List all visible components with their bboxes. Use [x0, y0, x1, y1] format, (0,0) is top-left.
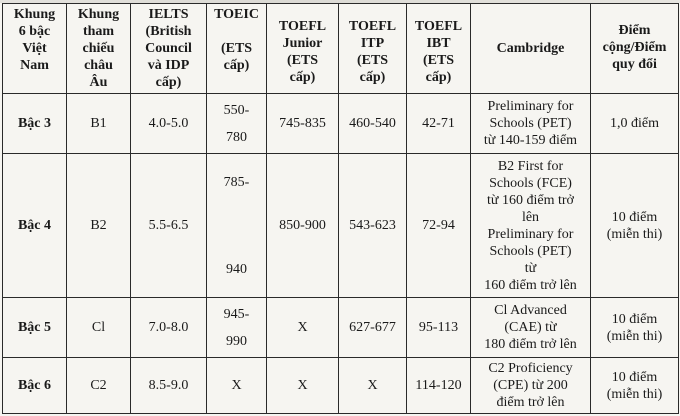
toefl-ibt-cell: 42-71	[407, 94, 471, 154]
cambridge-cell: C2 Proficiency (CPE) từ 200 điểm trở lên	[471, 358, 591, 414]
ielts-cell: 7.0-8.0	[131, 298, 207, 358]
table-row	[3, 94, 679, 154]
header-cambridge: Cambridge	[471, 4, 591, 94]
cambridge-cell: Cl Advanced (CAE) từ 180 điểm trở lên	[471, 298, 591, 358]
toeic-range-end: 940	[226, 261, 247, 277]
points-cell: 10 điểm (miễn thi)	[591, 154, 679, 298]
points-cell: 1,0 điểm	[591, 94, 679, 154]
toefl-junior-cell: X	[267, 298, 339, 358]
toeic-cell: X	[207, 358, 267, 414]
cefr-cell: B1	[67, 94, 131, 154]
language-certificate-conversion-table	[2, 3, 679, 414]
table-row	[3, 154, 679, 298]
cefr-cell: C2	[67, 358, 131, 414]
toefl-ibt-cell: 72-94	[407, 154, 471, 298]
ielts-cell: 8.5-9.0	[131, 358, 207, 414]
header-level-vn: Khung 6 bậc Việt Nam	[3, 4, 67, 94]
toefl-itp-cell: 460-540	[339, 94, 407, 154]
toefl-ibt-cell: 95-113	[407, 298, 471, 358]
toeic-range-start: 785-	[223, 174, 250, 190]
cefr-cell: B2	[67, 154, 131, 298]
points-cell: 10 điểm (miễn thi)	[591, 358, 679, 414]
level-vn-cell: Bậc 3	[3, 94, 67, 154]
ielts-cell: 5.5-6.5	[131, 154, 207, 298]
toeic-range-start: 550-	[223, 102, 250, 118]
header-toefl-ibt: TOEFL IBT (ETS cấp)	[407, 4, 471, 94]
toeic-range-end: 990	[226, 333, 247, 349]
toefl-junior-cell: 745-835	[267, 94, 339, 154]
table-row	[3, 358, 679, 414]
toeic-range-start: 945-	[223, 306, 250, 322]
toeic-range-end: 780	[226, 129, 247, 145]
toefl-ibt-cell: 114-120	[407, 358, 471, 414]
header-cefr: Khung tham chiếu châu Âu	[67, 4, 131, 94]
cefr-cell: Cl	[67, 298, 131, 358]
toeic-cell	[207, 94, 267, 154]
cambridge-cell: B2 First for Schools (FCE) từ 160 điểm trở lên Preliminary for Schools (PET) từ 160 điểm trở lên	[471, 154, 591, 298]
level-vn-cell: Bậc 6	[3, 358, 67, 414]
toefl-itp-cell: 543-623	[339, 154, 407, 298]
header-toefl-junior: TOEFL Junior (ETS cấp)	[267, 4, 339, 94]
toefl-itp-cell: X	[339, 358, 407, 414]
level-vn-cell: Bậc 5	[3, 298, 67, 358]
ielts-cell: 4.0-5.0	[131, 94, 207, 154]
header-toeic: TOEIC (ETS cấp)	[207, 4, 267, 94]
toeic-cell	[207, 154, 267, 298]
points-cell: 10 điểm (miễn thi)	[591, 298, 679, 358]
toeic-cell	[207, 298, 267, 358]
level-vn-cell: Bậc 4	[3, 154, 67, 298]
header-row	[3, 4, 679, 94]
toefl-itp-cell: 627-677	[339, 298, 407, 358]
header-points: Điểm cộng/Điểm quy đổi	[591, 4, 679, 94]
toefl-junior-cell: X	[267, 358, 339, 414]
table-row	[3, 298, 679, 358]
header-toefl-itp: TOEFL ITP (ETS cấp)	[339, 4, 407, 94]
header-ielts: IELTS (British Council và IDP cấp)	[131, 4, 207, 94]
toefl-junior-cell: 850-900	[267, 154, 339, 298]
cambridge-cell: Preliminary for Schools (PET) từ 140-159 điểm	[471, 94, 591, 154]
